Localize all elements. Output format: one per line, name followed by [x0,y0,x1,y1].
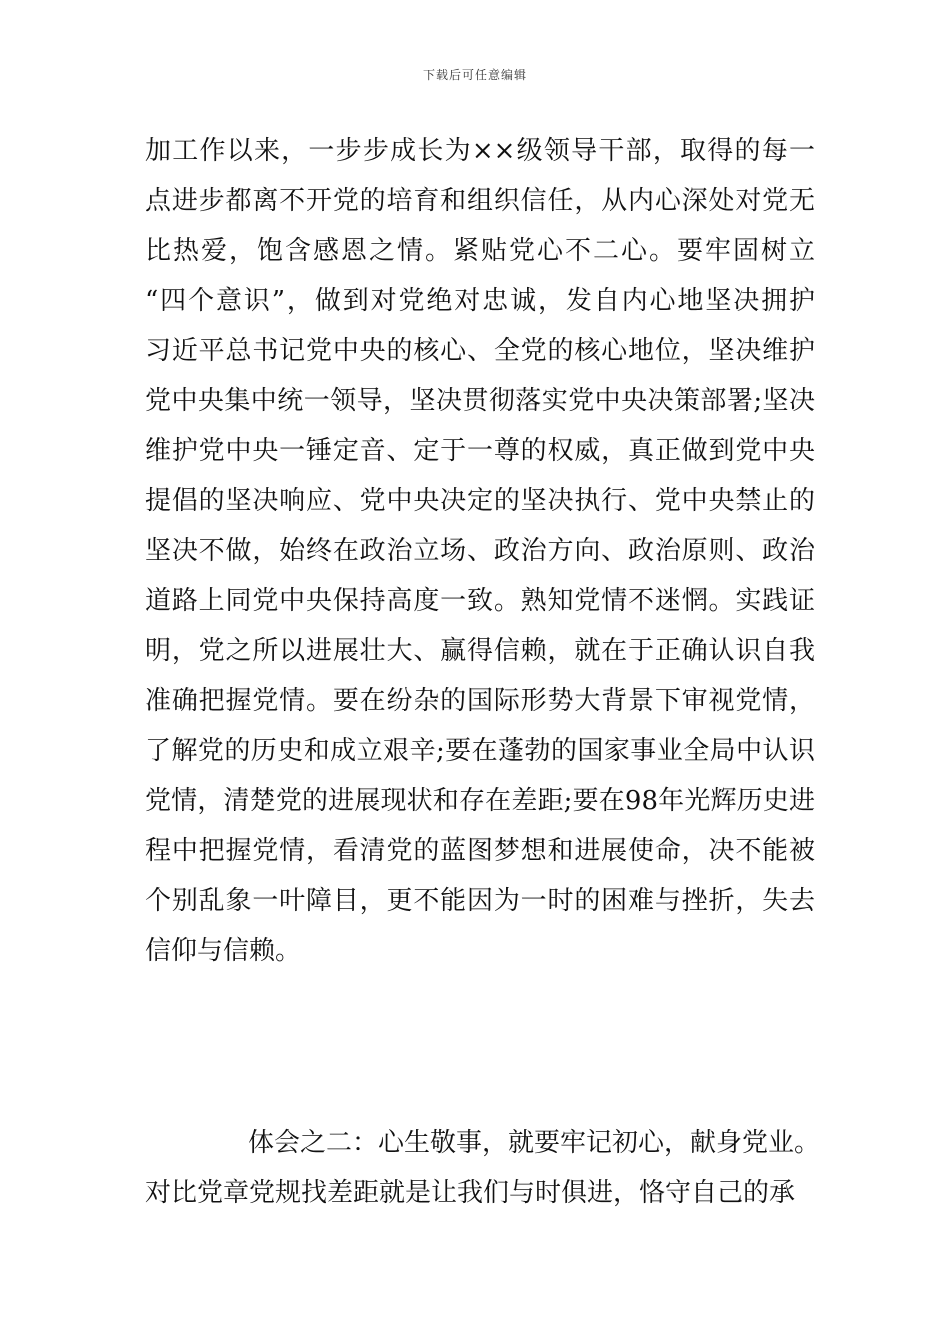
text-line: 比热爱，饱含感恩之情。紧贴党心不二心。要牢固树立 [145,236,815,266]
text-line: 个别乱象一叶障目，更不能因为一时的困难与挫折，失去 [145,886,815,916]
text-line: 习近平总书记党中央的核心、全党的核心地位，坚决维护 [145,336,815,366]
text-line: 明，党之所以进展壮大、赢得信赖，就在于正确认识自我 [145,636,815,666]
text-line: 点进步都离不开党的培育和组织信任，从内心深处对党无 [145,186,815,216]
text-line: 提倡的坚决响应、党中央决定的坚决执行、党中央禁止的 [145,486,815,516]
text-line: “四个意识”，做到对党绝对忠诚，发自内心地坚决拥护 [145,286,815,316]
paragraph-1 [145,126,815,976]
text-line: 了解党的历史和成立艰辛;要在蓬勃的国家事业全局中认识 [145,736,815,766]
text-line: 道路上同党中央保持高度一致。熟知党情不迷惘。实践证 [145,586,815,616]
text-line: 坚决不做，始终在政治立场、政治方向、政治原则、政治 [145,536,815,566]
text-line: 加工作以来，一步步成长为××级领导干部，取得的每一 [145,136,815,166]
text-line: 党中央集中统一领导，坚决贯彻落实党中央决策部署;坚决 [145,386,815,416]
text-line: 党情，清楚党的进展现状和存在差距;要在98年光辉历史进 [145,786,815,816]
text-line: 维护党中央一锤定音、定于一尊的权威，真正做到党中央 [145,436,815,466]
text-line: 程中把握党情，看清党的蓝图梦想和进展使命，决不能被 [145,836,815,866]
text-line: 对比党章党规找差距就是让我们与时俱进，恪守自己的承 [145,1178,796,1208]
text-line: 准确把握党情。要在纷杂的国际形势大背景下审视党情， [145,686,815,716]
text-line: 信仰与信赖。 [145,936,302,966]
page-header: 下载后可任意编辑 [422,68,527,82]
paragraph-2 [145,1118,835,1218]
section-heading-line: 体会之二：心生敬事，就要牢记初心，献身党业。 [248,1128,821,1158]
